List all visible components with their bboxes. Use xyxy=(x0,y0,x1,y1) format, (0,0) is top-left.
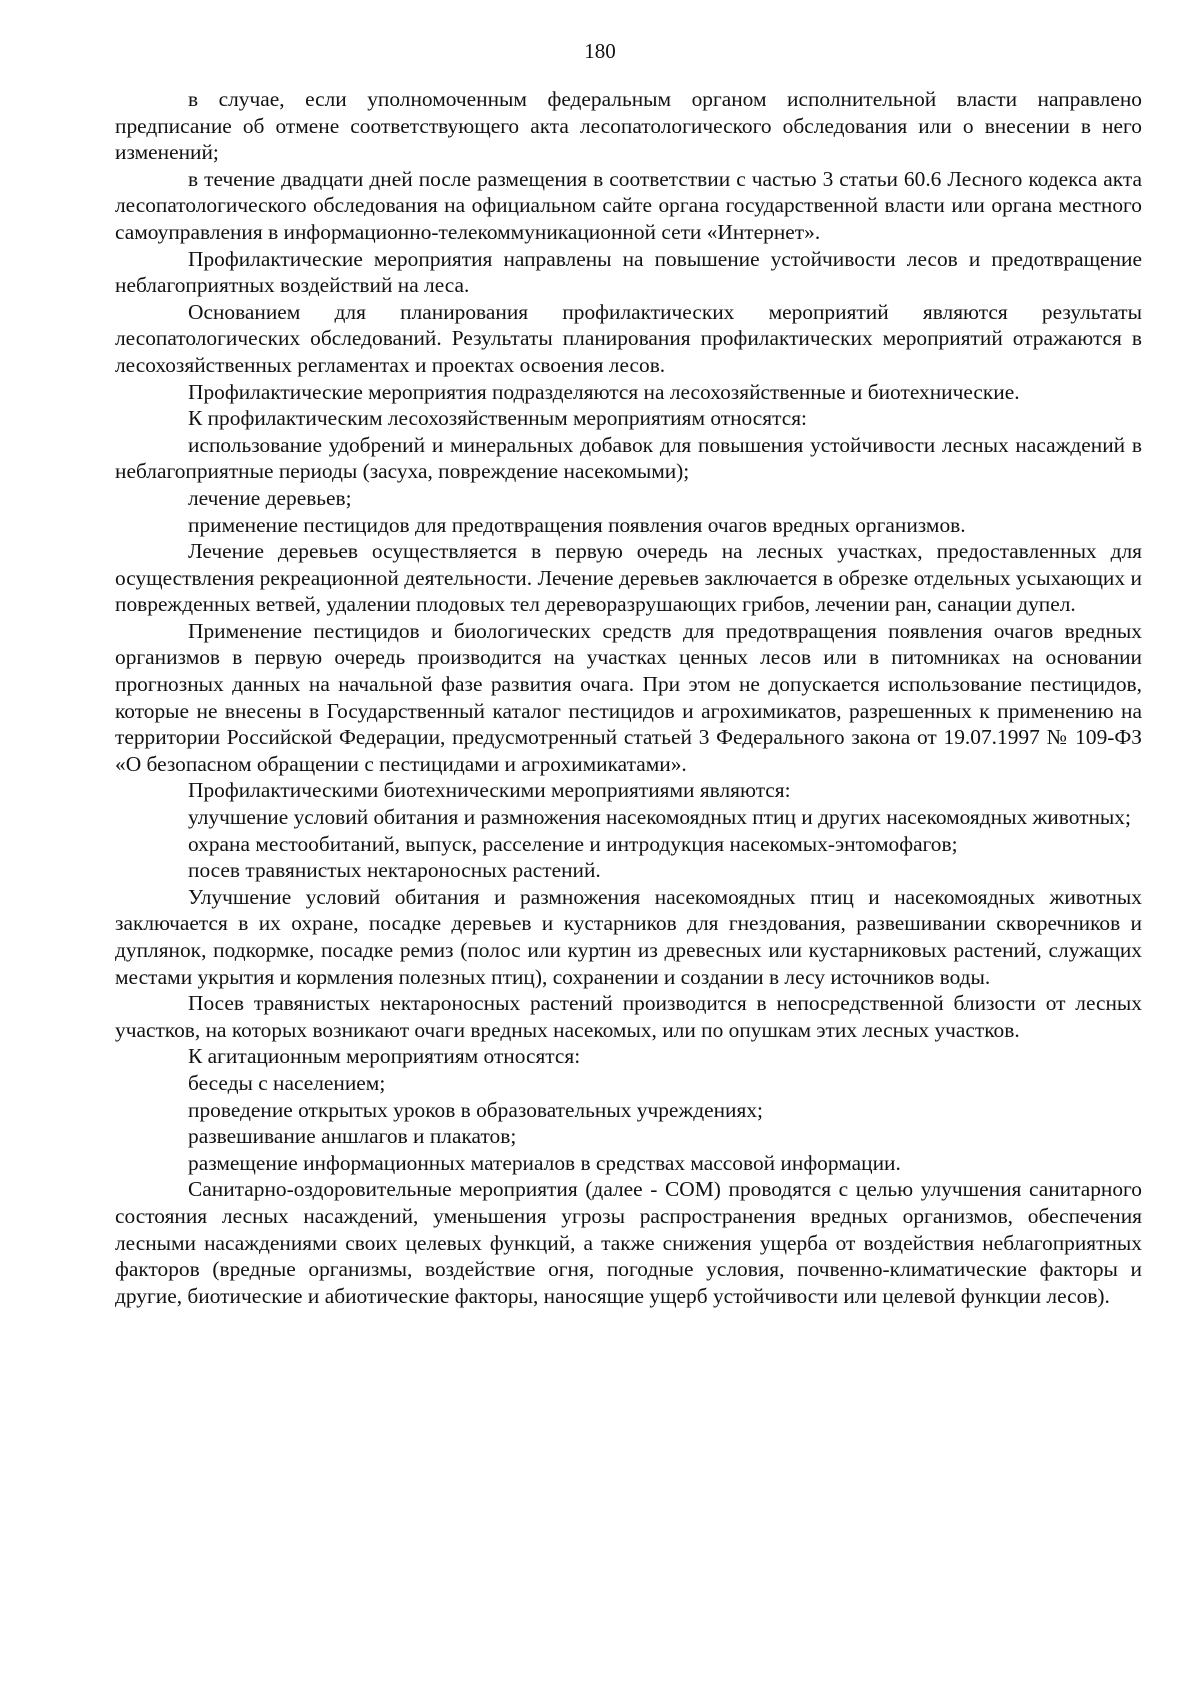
paragraph: Санитарно-оздоровительные мероприятия (далее - СОМ) проводятся с целью улучшения санитарного состояния лесных насаждений, уменьшения угрозы распространения вредных организмов, обеспечения лесными насаждениями своих целевых функций, а также снижения ущерба от воздействия неблагоприятных факторов (вредные организмы, воздействие огня, погодные условия, почвенно-климатические факторы и другие, биотические и абиотические факторы, наносящие ущерб устойчивости или целевой функции лесов). xyxy=(115,1177,1142,1308)
paragraph: Профилактические мероприятия направлены на повышение устойчивости лесов и предотвращение неблагоприятных воздействий на леса. xyxy=(115,246,1142,298)
paragraph: Профилактическими биотехническими мероприятиями являются: xyxy=(188,778,791,803)
paragraph: Профилактические мероприятия подразделяются на лесохозяйственные и биотехнические. xyxy=(188,379,1020,404)
paragraph: лечение деревьев; xyxy=(188,485,352,510)
document-body xyxy=(115,86,1142,1309)
paragraph: Основанием для планирования профилактических мероприятий являются результаты лесопатологических обследований. Результаты планирования профилактических мероприятий отражаются в лесохозяйственных регламентах и проектах освоения лесов. xyxy=(115,299,1142,377)
paragraph: в случае, если уполномоченным федеральным органом исполнительной власти направлено предписание об отмене соответствующего акта лесопатологического обследования или о внесении в него изменений; xyxy=(115,87,1142,165)
paragraph: К агитационным мероприятиям относятся: xyxy=(188,1044,581,1069)
paragraph: Улучшение условий обитания и размножения насекомоядных птиц и насекомоядных животных заключается в их охране, посадке деревьев и кустарников для гнездования, развешивании скворечников и дуплянок, подкормке, посадке ремиз (полос или куртин из древесных или кустарниковых растений, служащих местами укрытия и кормления полезных птиц), сохранении и создании в лесу источников воды. xyxy=(115,884,1142,989)
paragraph: Лечение деревьев осуществляется в первую очередь на лесных участках, предоставленных для осуществления рекреационной деятельности. Лечение деревьев заключается в обрезке отдельных усыхающих и поврежденных ветвей, удалении плодовых тел дереворазрушающих грибов, лечении ран, санации дупел. xyxy=(115,539,1142,617)
paragraph: улучшение условий обитания и размножения насекомоядных птиц и других насекомоядных животных; xyxy=(188,805,1131,830)
paragraph: развешивание аншлагов и плакатов; xyxy=(188,1124,517,1149)
paragraph: охрана местообитаний, выпуск, расселение и интродукция насекомых-энтомофагов; xyxy=(188,831,958,856)
page-number: 180 xyxy=(584,39,616,63)
paragraph: Посев травянистых нектароносных растений производится в непосредственной близости от лесных участков, на которых возникают очаги вредных насекомых, или по опушкам этих лесных участков. xyxy=(115,991,1142,1042)
paragraph: беседы с населением; xyxy=(188,1070,386,1095)
paragraph: К профилактическим лесохозяйственным мероприятиям относятся: xyxy=(188,406,807,431)
paragraph: в течение двадцати дней после размещения в соответствии с частью 3 статьи 60.6 Лесного кодекса акта лесопатологического обследования на официальном сайте органа государственной власти или органа местного самоуправления в информационно-телекоммуникационной сети «Интернет». xyxy=(115,166,1142,244)
paragraph: использование удобрений и минеральных добавок для повышения устойчивости лесных насаждений в неблагоприятные периоды (засуха, повреждение насекомыми); xyxy=(115,432,1142,484)
paragraph: Применение пестицидов и биологических средств для предотвращения появления очагов вредных организмов в первую очередь производится на участках ценных лесов или в питомниках на основании прогнозных данных на начальной фазе развития очага. При этом не допускается использование пестицидов, которые не внесены в Государственный каталог пестицидов и агрохимикатов, разрешенных к применению на территории Российской Федерации, предусмотренный статьей 3 Федерального закона от 19.07.1997 № 109-ФЗ «О безопасном обращении с пестицидами и агрохимикатами». xyxy=(115,618,1142,776)
paragraph: применение пестицидов для предотвращения появления очагов вредных организмов. xyxy=(188,512,966,537)
paragraph: размещение информационных материалов в средствах массовой информации. xyxy=(188,1150,901,1175)
paragraph: проведение открытых уроков в образовательных учреждениях; xyxy=(188,1097,763,1122)
paragraph: посев травянистых нектароносных растений. xyxy=(188,858,601,883)
